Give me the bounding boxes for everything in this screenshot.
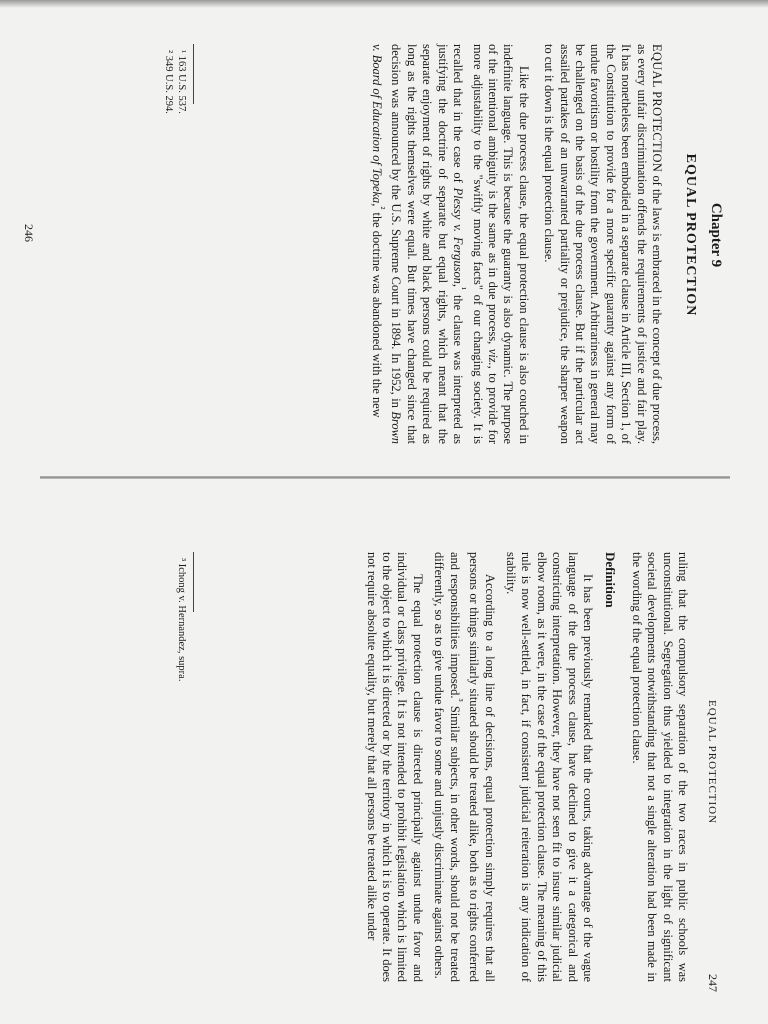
text-run-italic: viz., bbox=[485, 348, 500, 369]
paragraph: The equal protection clause is directed principally against undue favor and individual or class privilege. It is not intended to prohibit legislation which is limited to the object to which it is directed or by the territory in which it is to operate. It does not require absolute equality, but merely that all persons be treated alike under bbox=[364, 552, 425, 982]
footnote: ² 349 U.S. 294. bbox=[163, 50, 174, 114]
footnote-rule bbox=[193, 44, 194, 104]
section-heading: Definition bbox=[603, 552, 619, 608]
right-body-text bbox=[363, 552, 690, 982]
footnote-marker: ³ bbox=[452, 698, 464, 702]
paragraph-continuation: ruling that the compulsory separation of the two races in public schools was unconstitutional. Segregation thus yielded to integration in the light of significant societal developments notwithstanding that not a single alteration had been made in the wording of the equal protection clause. bbox=[629, 552, 690, 982]
chapter-number: Chapter 9 bbox=[708, 202, 724, 268]
left-page bbox=[0, 0, 768, 470]
paragraph-intro bbox=[541, 44, 664, 444]
paragraph-lead: EQUAL PROTECTION bbox=[650, 44, 664, 173]
footnote: ³ Ichong v. Hernandez, supra. bbox=[176, 558, 187, 682]
right-footnotes bbox=[175, 558, 188, 858]
footnote-marker: ² bbox=[374, 206, 386, 210]
footnote: ¹ 163 U.S. 537. bbox=[176, 50, 187, 114]
paragraph-text: of the laws is embraced in the concept of due process, as every unfair discrimination offends the requirements of justice and fair play. It has nonetheless been embodied in a separate clause in Article III, Section 1, of the Constitution to provide for a more specific guaranty against any form of undue favoritism or hostility from the government. Arbitrariness in general may be challenged on the basis of the due process clause. But if the particular act assailed partakes of an unwarranted partiality or prejudice, the sharper weapon to cut it down is the equal protection clause. bbox=[542, 44, 664, 445]
text-run: to provide for more adjustability to the "swiftly moving facts" of our changing society. It is recalled that in the case of bbox=[451, 44, 500, 444]
right-page bbox=[0, 512, 768, 1024]
case-citation: Brown v. Board of Education of Topeka, bbox=[369, 44, 404, 444]
running-head: EQUAL PROTECTION bbox=[706, 700, 718, 825]
left-body-text bbox=[368, 44, 664, 444]
text-run: According to a long line of decisions, equal protection simply requires that all persons or things similarly situated should be treated alike, both as to rights conferred and responsibilities imposed. bbox=[447, 552, 497, 982]
book-gutter bbox=[40, 476, 730, 479]
chapter-title: EQUAL PROTECTION bbox=[683, 153, 698, 317]
page-number: 246 bbox=[22, 224, 36, 242]
paragraph: It has been previously remarked that the courts, taking advantage of the vague language of the due process clause, have declined to give it a categorical and constricting interpretation. However, they have not seen fit to insure similar judicial elbow room, as it were, in the case of the equal protection clause. The meaning of this rule is now well-settled, in fact, if consistent judicial reiteration is any indication of stability. bbox=[503, 552, 595, 982]
text-run: the doctrine was abandoned with the new bbox=[369, 209, 384, 418]
footnote-marker: ¹ bbox=[456, 286, 468, 291]
page-number: 247 bbox=[706, 974, 720, 992]
paragraph bbox=[431, 552, 497, 982]
footnote-rule bbox=[193, 552, 194, 612]
case-citation: Plessy v. Ferguson, bbox=[451, 187, 465, 287]
text-run: Like the due process clause, the equal protection clause is also couched in indefinite language. This is because the guaranty is also dynamic. The purpose of the intentional ambiguity is the same as in due process, bbox=[485, 44, 531, 444]
left-footnotes bbox=[162, 50, 188, 350]
text-run: Similar subjects, in other words, should not be treated differently, so as to give undue favor to some and unjustly discriminate against others. bbox=[432, 552, 462, 982]
paragraph-due-process-comparison bbox=[368, 44, 530, 444]
text-run: the clause was interpreted as justifying the doctrine of separate but equal rights, which meant that the separate enjoyment of rights by white and black persons could be required as long as the rights themselves were equal. But times have changed since that decision was announced by the U.S. Supreme Court in 1894. In 1952, in bbox=[389, 44, 465, 444]
